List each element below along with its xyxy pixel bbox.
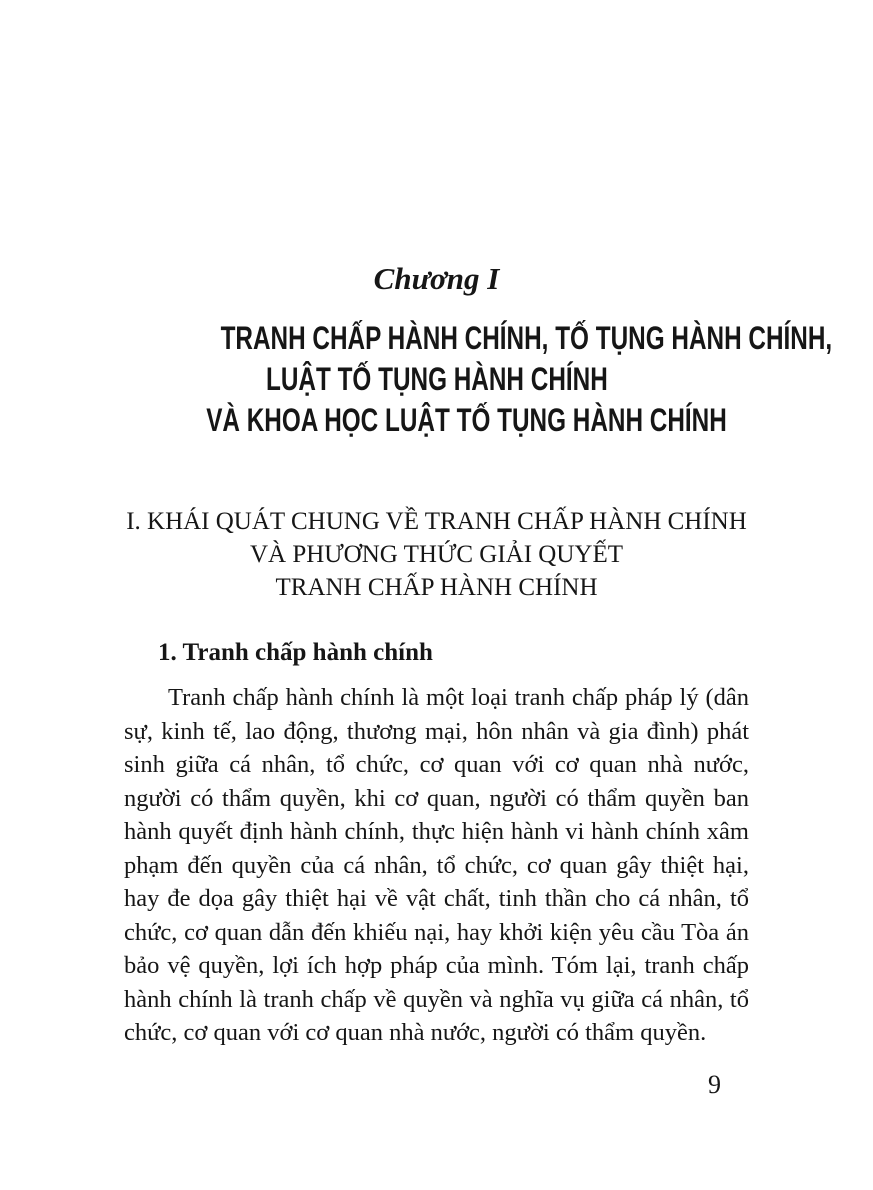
chapter-title: [124, 318, 833, 441]
chapter-title-line: [124, 400, 749, 441]
body-paragraph: Tranh chấp hành chính là một loại tranh chấp pháp lý (dân sự, kinh tế, lao động, thương mại, hôn nhân và gia đình) phát sinh giữa cá nhân, tổ chức, cơ quan với cơ quan nhà nước, người có thẩm quyền, khi cơ quan, người có thẩm quyền ban hành quyết định hành chính, thực hiện hành vi hành chính xâm phạm đến quyền của cá nhân, tổ chức, cơ quan gây thiệt hại, hay đe dọa gây thiệt hại về vật chất, tinh thần cho cá nhân, tổ chức, cơ quan dẫn đến khiếu nại, hay khởi kiện yêu cầu Tòa án bảo vệ quyền, lợi ích hợp pháp của mình. Tóm lại, tranh chấp hành chính là tranh chấp về quyền và nghĩa vụ giữa cá nhân, tổ chức, cơ quan với cơ quan nhà nước, người có thẩm quyền.: [124, 684, 749, 1046]
chapter-title-line-text: VÀ KHOA HỌC LUẬT TỐ TỤNG HÀNH CHÍNH: [206, 402, 727, 438]
subsection-heading: 1. Tranh chấp hành chính: [158, 639, 433, 666]
chapter-title-line: [124, 318, 833, 359]
chapter-title-line-text: LUẬT TỐ TỤNG HÀNH CHÍNH: [265, 361, 608, 397]
section-heading-line: TRANH CHẤP HÀNH CHÍNH: [275, 574, 598, 601]
section-heading: [124, 505, 749, 604]
chapter-title-line: [124, 359, 749, 400]
page-number: 9: [708, 1069, 721, 1099]
page-content: [124, 260, 833, 1100]
section-heading-line: I. KHÁI QUÁT CHUNG VỀ TRANH CHẤP HÀNH CHÍNH: [126, 508, 747, 535]
chapter-label: Chương I: [373, 261, 500, 296]
chapter-title-line-text: TRANH CHẤP HÀNH CHÍNH, TỐ TỤNG HÀNH CHÍNH,: [220, 320, 833, 356]
section-heading-line: VÀ PHƯƠNG THỨC GIẢI QUYẾT: [249, 541, 624, 568]
